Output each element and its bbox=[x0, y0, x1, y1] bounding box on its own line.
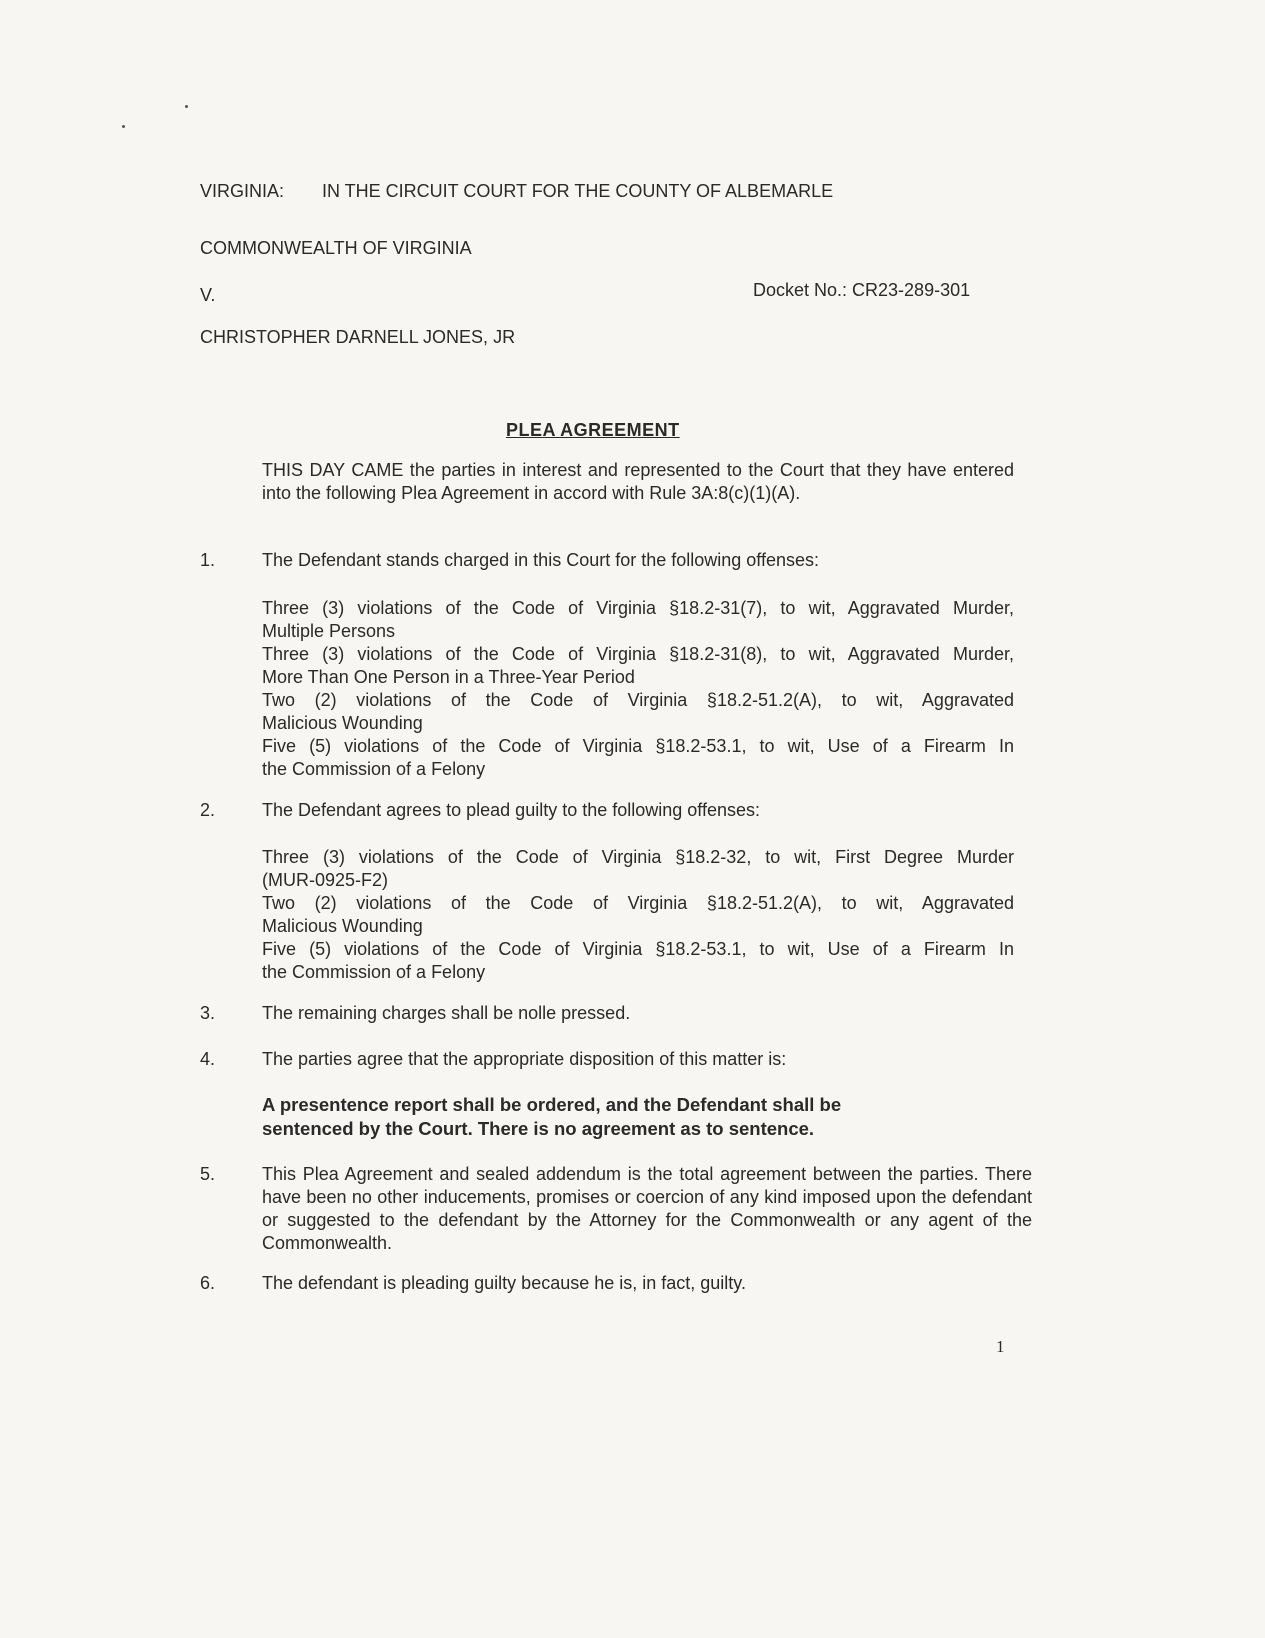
plaintiff-name: COMMONWEALTH OF VIRGINIA bbox=[200, 238, 472, 258]
scan-speck bbox=[122, 125, 125, 128]
item-number: 2. bbox=[200, 800, 216, 820]
offense-line: Malicious Wounding bbox=[262, 916, 423, 936]
item-number: 5. bbox=[200, 1164, 216, 1184]
plea-offenses-list bbox=[262, 846, 1014, 984]
disposition-line: A presentence report shall be ordered, and the Defendant shall be bbox=[262, 1094, 842, 1115]
disposition-terms bbox=[262, 1093, 841, 1141]
intro-paragraph: THIS DAY CAME the parties in interest and represented to the Court that they have entered into the following Plea Agreement in accord with Rule 3A:8(c)(1)(A). bbox=[262, 460, 1014, 503]
court-name: IN THE CIRCUIT COURT FOR THE COUNTY OF ALBEMARLE bbox=[322, 181, 834, 201]
offense-line: More Than One Person in a Three-Year Period bbox=[262, 667, 635, 687]
item-number: 3. bbox=[200, 1003, 216, 1023]
item-text: The parties agree that the appropriate disposition of this matter is: bbox=[262, 1049, 787, 1069]
offense-line: Two (2) violations of the Code of Virginia §18.2-51.2(A), to wit, Aggravated bbox=[262, 893, 1014, 913]
item-text: This Plea Agreement and sealed addendum is the total agreement between the parties. There have been no other inducements, promises or coercion of any kind imposed upon the defendant or suggested to the defendant by the Attorney for the Commonwealth or any agent of the Commonwealth. bbox=[262, 1164, 1032, 1253]
offense-line: Two (2) violations of the Code of Virginia §18.2-51.2(A), to wit, Aggravated bbox=[262, 690, 1014, 710]
document-title: PLEA AGREEMENT bbox=[506, 420, 680, 440]
offense-line: Three (3) violations of the Code of Virginia §18.2-32, to wit, First Degree Murder bbox=[262, 847, 1014, 867]
item-text: The Defendant agrees to plead guilty to the following offenses: bbox=[262, 800, 760, 820]
court-state-label: VIRGINIA: bbox=[200, 181, 285, 201]
item-number: 6. bbox=[200, 1273, 216, 1293]
item-text: The remaining charges shall be nolle pressed. bbox=[262, 1003, 631, 1023]
item-text: The defendant is pleading guilty because he is, in fact, guilty. bbox=[262, 1273, 746, 1293]
docket-number: Docket No.: CR23-289-301 bbox=[753, 280, 971, 300]
offense-line: Three (3) violations of the Code of Virginia §18.2-31(8), to wit, Aggravated Murder, bbox=[262, 644, 1014, 664]
offense-line: the Commission of a Felony bbox=[262, 962, 486, 982]
offense-line: Three (3) violations of the Code of Virginia §18.2-31(7), to wit, Aggravated Murder, bbox=[262, 598, 1014, 618]
disposition-line: sentenced by the Court. There is no agreement as to sentence. bbox=[262, 1118, 815, 1139]
item-number: 1. bbox=[200, 550, 216, 570]
offense-line: (MUR-0925-F2) bbox=[262, 870, 389, 890]
page-number: 1 bbox=[996, 1337, 1005, 1356]
defendant-name: CHRISTOPHER DARNELL JONES, JR bbox=[200, 327, 516, 347]
offense-line: Five (5) violations of the Code of Virginia §18.2-53.1, to wit, Use of a Firearm In bbox=[262, 939, 1014, 959]
item-text: The Defendant stands charged in this Court for the following offenses: bbox=[262, 550, 819, 570]
scan-speck bbox=[185, 105, 188, 108]
versus-label: V. bbox=[200, 285, 216, 305]
offense-line: the Commission of a Felony bbox=[262, 759, 486, 779]
offense-line: Five (5) violations of the Code of Virginia §18.2-53.1, to wit, Use of a Firearm In bbox=[262, 736, 1014, 756]
offense-line: Malicious Wounding bbox=[262, 713, 423, 733]
charged-offenses-list bbox=[262, 597, 1014, 781]
item-number: 4. bbox=[200, 1049, 216, 1069]
offense-line: Multiple Persons bbox=[262, 621, 396, 641]
